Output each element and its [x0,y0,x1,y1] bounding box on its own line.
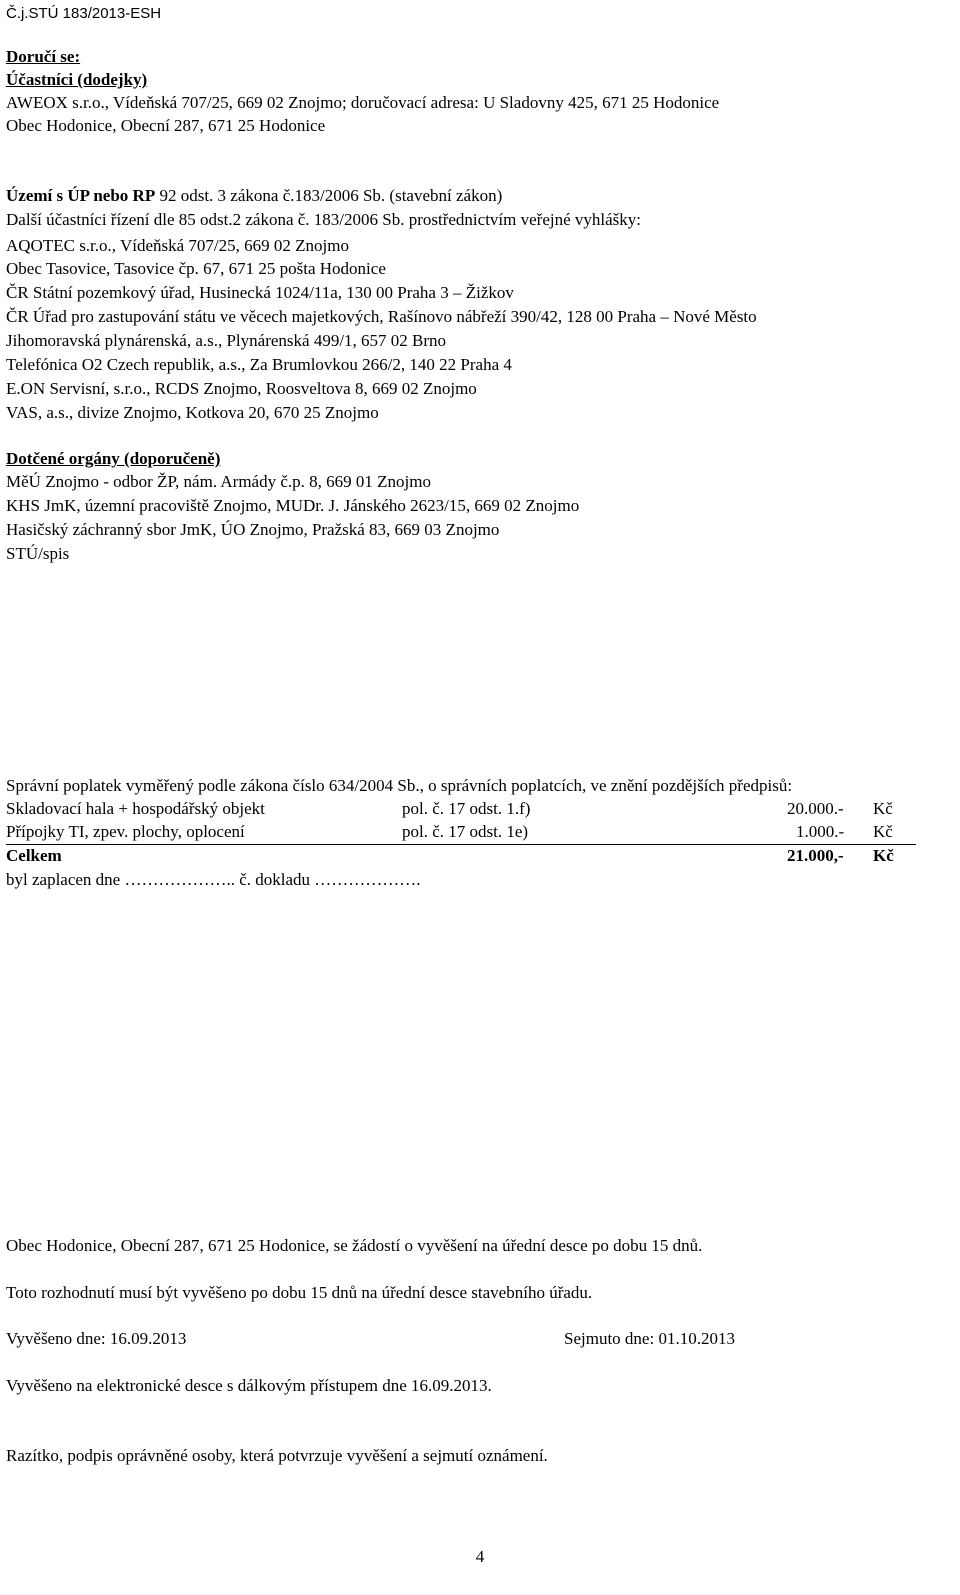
territory-line [6,186,502,206]
fee-amount: 1.000.- [796,822,845,841]
other-participant: Obec Tasovice, Tasovice čp. 67, 671 25 pošta Hodonice [6,259,386,278]
authority-line: KHS JmK, územní pracoviště Znojmo, MUDr. J. Jánského 2623/15, 669 02 Znojmo [6,496,580,515]
fee-total-amount: 21.000,- [787,846,844,865]
fee-intro: Správní poplatek vyměřený podle zákona číslo 634/2004 Sb., o správních poplatcích, ve znění pozdějších předpisů: [6,776,793,795]
other-participant: Jihomoravská plynárenská, a.s., Plynárenská 499/1, 657 02 Brno [6,331,447,350]
posted-date: Vyvěšeno dne: 16.09.2013 [6,1329,187,1348]
authority-line: MěÚ Znojmo - odbor ŽP, nám. Armády č.p. 8, 669 01 Znojmo [6,472,431,491]
participant-line: Obec Hodonice, Obecní 287, 671 25 Hodonice [6,116,326,135]
fee-paid-line: byl zaplacen dne ……………….. č. dokladu ………………. [6,870,421,889]
other-participant: ČR Státní pozemkový úřad, Husinecká 1024/11a, 130 00 Praha 3 – Žižkov [6,283,514,302]
other-participant: ČR Úřad pro zastupování státu ve věcech majetkových, Rašínovo nábřeží 390/42, 128 00 Praha – Nové Město [6,307,757,326]
removed-date: Sejmuto dne: 01.10.2013 [564,1329,735,1348]
page-number: 4 [475,1547,485,1566]
participants-heading: Účastníci (dodejky) [6,70,148,89]
territory-rest: 92 odst. 3 zákona č.183/2006 Sb. (stavební zákon) [155,186,503,205]
electronic-posting: Vyvěšeno na elektronické desce s dálkovým přístupem dne 16.09.2013. [6,1376,492,1395]
fee-item: Přípojky TI, zpev. plochy, oplocení [6,822,245,841]
authority-line: Hasičský záchranný sbor JmK, ÚO Znojmo, Pražská 83, 669 03 Znojmo [6,520,500,539]
other-participant: E.ON Servisní, s.r.o., RCDS Znojmo, Roosveltova 8, 669 02 Znojmo [6,379,477,398]
delivery-heading: Doručí se: [6,47,81,66]
authorities-heading: Dotčené orgány (doporučeně) [6,449,221,468]
fee-row [6,822,916,845]
participant-line: AWEOX s.r.o., Vídeňská 707/25, 669 02 Znojmo; doručovací adresa: U Sladovny 425, 671 25 Hodonice [6,93,720,112]
posting-requirement: Toto rozhodnutí musí být vyvěšeno po dobu 15 dnů na úřední desce stavebního úřadu. [6,1283,593,1302]
fee-row [6,799,916,821]
other-participant: VAS, a.s., divize Znojmo, Kotkova 20, 670 25 Znojmo [6,403,379,422]
authority-line: STÚ/spis [6,544,70,563]
other-participant: Telefónica O2 Czech republik, a.s., Za Brumlovkou 266/2, 140 22 Praha 4 [6,355,512,374]
posting-request: Obec Hodonice, Obecní 287, 671 25 Hodonice, se žádostí o vyvěšení na úřední desce po dobu 15 dnů. [6,1236,703,1255]
fee-currency: Kč [873,799,893,818]
fee-item: Skladovací hala + hospodářský objekt [6,799,265,818]
fee-total-label: Celkem [6,846,62,865]
fee-total-currency: Kč [873,846,894,865]
reference-number: Č.j.STÚ 183/2013-ESH [6,5,162,22]
fee-amount: 20.000.- [787,799,844,818]
fee-currency: Kč [873,822,893,841]
other-participant: AQOTEC s.r.o., Vídeňská 707/25, 669 02 Znojmo [6,236,349,255]
other-participants-line: Další účastníci řízení dle 85 odst.2 zákona č. 183/2006 Sb. prostřednictvím veřejné vyhlášky: [6,210,641,229]
fee-reference: pol. č. 17 odst. 1e) [402,822,529,841]
fee-total-row [6,846,916,868]
stamp-note: Razítko, podpis oprávněné osoby, která potvrzuje vyvěšení a sejmutí oznámení. [6,1446,548,1465]
fee-reference: pol. č. 17 odst. 1.f) [402,799,531,818]
territory-label: Území s ÚP nebo RP [6,186,156,205]
